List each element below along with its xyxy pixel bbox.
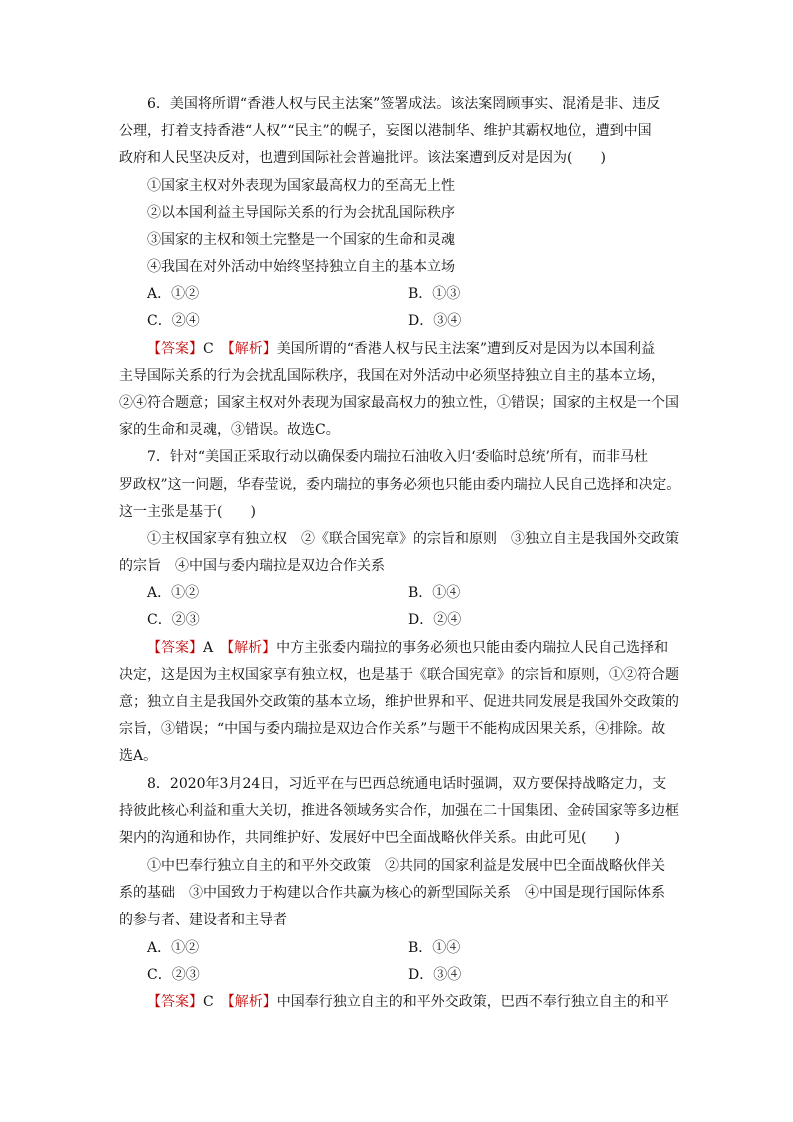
analysis-line: 家的生命和灵魂，③错误。故选C。 [119,422,340,438]
answer-tag: 【答案】 [147,640,203,656]
answer-line [147,640,668,656]
analysis-line: 决定，这是因为主权国家享有独立权，也是基于《联合国宪章》的宗旨和原则，①②符合题 [119,667,679,683]
question-stem-line: 持彼此核心利益和重大关切，推进各领域务实合作，加强在二十国集团、金砖国家等多边框 [119,803,679,819]
analysis-tag: 【解析】 [227,341,277,357]
question-stem-line: 7．针对“美国正采取行动以确保委内瑞拉石油收入归‘委临时总统’所有，而非马杜 [147,449,648,465]
analysis-line: 意；独立自主是我国外交政策的基本立场，维护世界和平、促进共同发展是我国外交政策的 [119,694,679,710]
option-b: B．①④ [408,940,461,956]
answer-tag: 【答案】 [147,341,203,357]
analysis-line: 宗旨，③错误；“中国与委内瑞拉是双边合作关系”与题干不能构成因果关系，④排除。故 [119,721,666,737]
statement: 的宗旨 ④中国与委内瑞拉是双边合作关系 [119,558,385,574]
statement: ①国家主权对外表现为国家最高权力的至高无上性 [147,178,455,194]
question-stem-line: 8．2020年3月24日，习近平在与巴西总统通电话时强调，双方要保持战略定力，支 [147,776,667,792]
answer-value: C [203,994,214,1010]
option-c: C．②④ [147,313,200,329]
answer-value: C [203,341,214,357]
option-c: C．②③ [147,612,200,628]
statement: 的参与者、建设者和主导者 [119,912,287,928]
option-d: D．③④ [408,967,462,983]
question-stem-line: 公理，打着支持香港“人权”“民主”的幌子，妄图以港制华、维护其霸权地位，遭到中国 [119,123,652,139]
statement: ①主权国家享有独立权 ②《联合国宪章》的宗旨和原则 ③独立自主是我国外交政策 [147,531,679,547]
option-a: A．①② [147,585,200,601]
question-stem-line: 这一主张是基于( ) [119,504,256,520]
question-stem-line: 架内的沟通和协作，共同维护好、发展好中巴全面战略伙伴关系。由此可见( ) [119,830,620,846]
analysis-text: 美国所谓的“香港人权与民主法案”遭到反对是因为以本国利益 [276,341,656,357]
analysis-text: 中方主张委内瑞拉的事务必须也只能由委内瑞拉人民自己选择和 [276,640,669,656]
question-stem-line: 6．美国将所谓“香港人权与民主法案”签署成法。该法案罔顾事实、混淆是非、违反 [147,96,661,112]
statement: 系的基础 ③中国致力于构建以合作共赢为核心的新型国际关系 ④中国是现行国际体系 [119,885,665,901]
question-stem-line: 政府和人民坚决反对，也遭到国际社会普遍批评。该法案遭到反对是因为( ) [119,150,606,166]
option-b: B．①③ [408,286,461,302]
analysis-line: ②④符合题意；国家主权对外表现为国家最高权力的独立性，①错误；国家的主权是一个国 [119,395,679,411]
analysis-line: 选A。 [119,748,158,764]
option-a: A．①② [147,286,200,302]
analysis-line: 主导国际关系的行为会扰乱国际秩序，我国在对外活动中必须坚持独立自主的基本立场， [119,368,665,384]
option-d: D．②④ [408,612,462,628]
analysis-tag: 【解析】 [227,994,277,1010]
analysis-text: 中国奉行独立自主的和平外交政策，巴西不奉行独立自主的和平 [276,994,669,1010]
answer-tag: 【答案】 [147,994,203,1010]
statement: ④我国在对外活动中始终坚持独立自主的基本立场 [147,259,455,275]
option-a: A．①② [147,940,200,956]
question-stem-line: 罗政权”这一问题，华春莹说，委内瑞拉的事务必须也只能由委内瑞拉人民自己选择和决定。 [119,477,681,493]
option-c: C．②③ [147,967,200,983]
option-d: D．③④ [408,313,462,329]
statement: ②以本国利益主导国际关系的行为会扰乱国际秩序 [147,205,455,221]
analysis-tag: 【解析】 [227,640,277,656]
statement: ③国家的主权和领土完整是一个国家的生命和灵魂 [147,232,455,248]
answer-value: A [203,640,214,656]
answer-line [147,994,669,1010]
option-b: B．①④ [408,585,461,601]
answer-line [147,341,655,357]
statement: ①中巴奉行独立自主的和平外交政策 ②共同的国家利益是发展中巴全面战略伙伴关 [147,858,665,874]
